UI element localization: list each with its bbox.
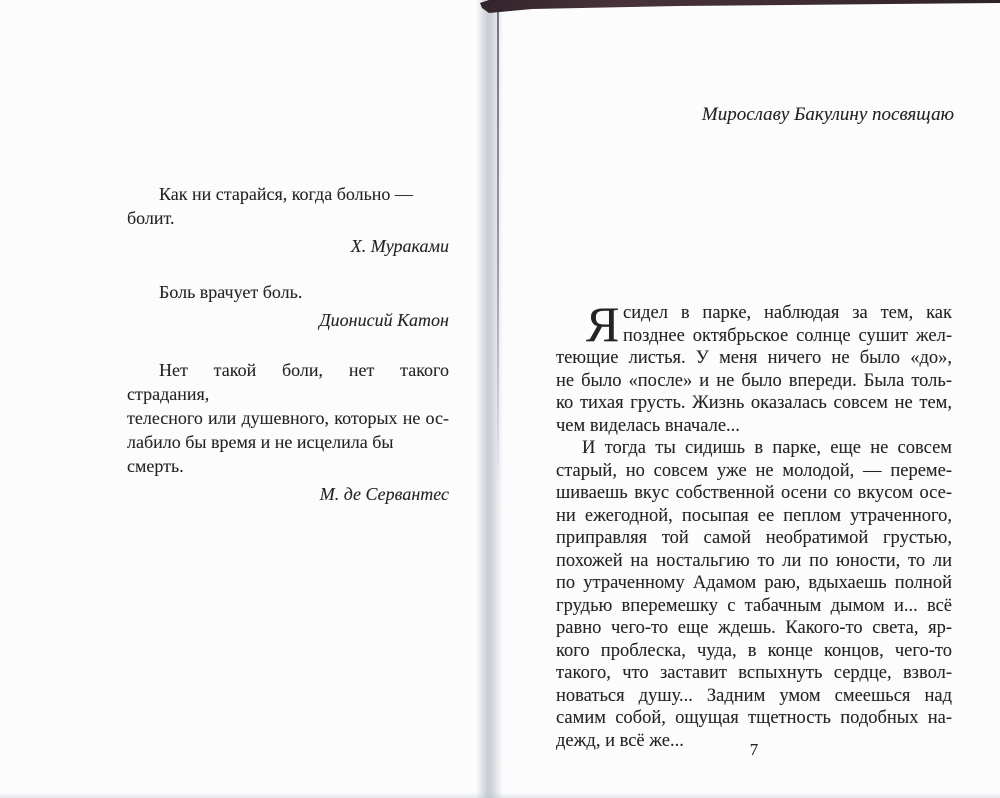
text-line: дежд, и всё же...: [556, 730, 684, 751]
epigraph-text-line: Нет такой боли, нет такого страдания,: [127, 360, 449, 404]
epigraph-3: [127, 358, 449, 506]
text-line: ко тихая грусть. Жизнь оказалась совсем не тем,: [556, 393, 952, 413]
epigraph-text: Боль врачует боль.: [159, 282, 303, 302]
epigraph-2: [127, 280, 449, 332]
text-line: кого проблеска, чуда, в конце концов, чего-то: [556, 640, 952, 661]
text-line: равно чего-то еще ждешь. Какого-то света, яр-: [556, 618, 952, 638]
right-page-body-text: [556, 296, 952, 752]
text-line: ни ежегодной, посыпая ее пеплом утраченного,: [556, 505, 952, 526]
text-line: приправляя той самой необратимой грустью,: [556, 528, 952, 548]
paragraph-2: [556, 437, 952, 752]
text-line: старый, но совсем уже не молодой, — переме-: [556, 460, 952, 481]
paragraph-1: [556, 296, 952, 437]
book-cover-edge: [468, 0, 1000, 14]
text-line: позднее октябрьское солнце сушит жел-: [623, 325, 952, 346]
text-line: не было «после» и не было впереди. Была толь-: [556, 370, 952, 391]
epigraph-attribution: М. де Сервантес: [319, 484, 449, 504]
text-line: грудью вперемешку с табачным дымом и... всё: [556, 595, 952, 616]
text-line: новаться душу... Задним умом смеешься над: [556, 685, 952, 706]
page-bottom-shadow: [0, 792, 1000, 798]
epigraph-attribution: Х. Мураками: [350, 236, 449, 256]
epigraph-text-line: телесного или душевного, которых не ос-: [127, 408, 449, 428]
text-line: чем виделась вначале...: [556, 415, 740, 436]
epigraph-1: [127, 182, 449, 258]
text-line: такого, что заставит вспыхнуть сердце, взвол-: [556, 663, 952, 683]
dedication: Мирославу Бакулину посвящаю: [701, 104, 954, 125]
text-line: И тогда ты сидишь в парке, еще не совсем: [582, 438, 952, 458]
epigraph-text-line: лабило бы время и не исцелила бы смерть.: [127, 432, 394, 476]
text-line: самим собой, ощущая тщетность подобных на-: [556, 708, 952, 728]
text-line: теющие листья. У меня ничего не было «до»,: [556, 348, 952, 368]
drop-cap-letter: Я: [586, 296, 620, 352]
left-page-epigraphs: [127, 182, 449, 506]
text-line: сидел в парке, наблюдая за тем, как: [623, 303, 952, 323]
text-line: похожей на ностальгию то ли по юности, то ли: [556, 550, 952, 571]
page-gutter-crease: [497, 3, 499, 483]
page-number: 7: [749, 740, 759, 759]
epigraph-attribution: Дионисий Катон: [319, 310, 449, 330]
epigraph-text: Как ни старайся, когда больно — болит.: [127, 184, 413, 228]
text-line: шиваешь вкус собственной осени со вкусом осе-: [556, 483, 952, 503]
text-line: по утраченному Адамом раю, вдыхаешь полной: [556, 573, 952, 593]
